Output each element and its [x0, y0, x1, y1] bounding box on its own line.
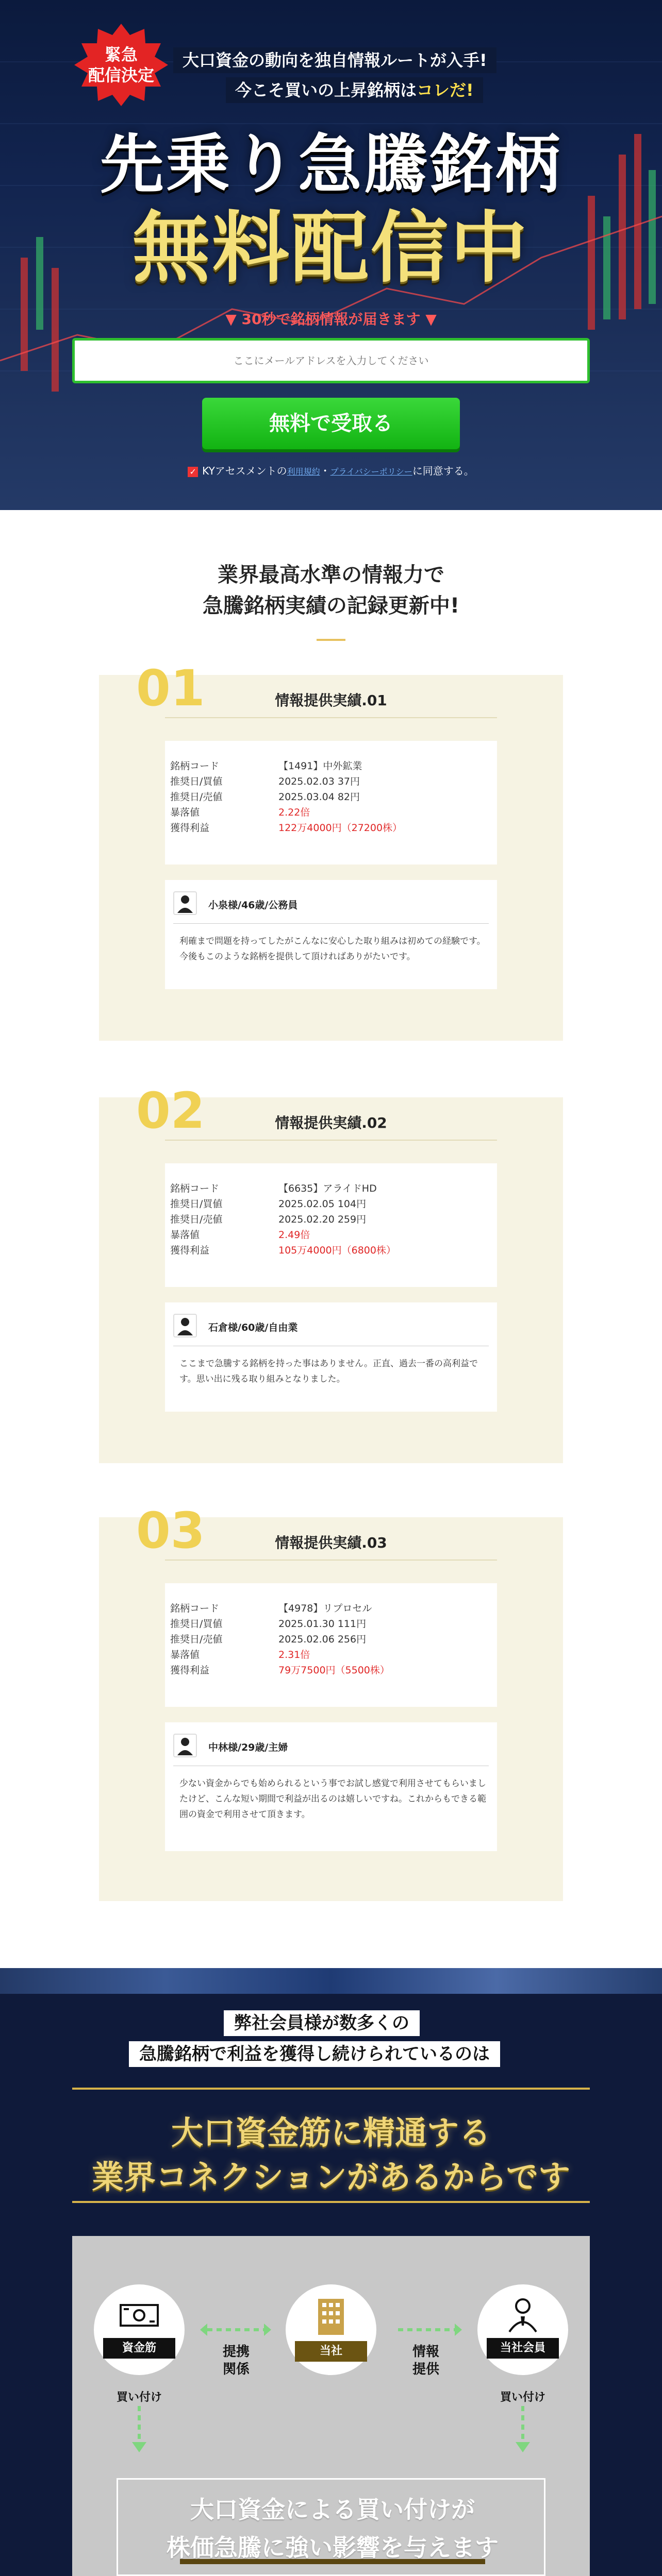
value-profit: 79万7500円（5500株） — [278, 1665, 390, 1676]
node-label-company: 当社 — [295, 2341, 367, 2362]
node-funds — [94, 2284, 185, 2375]
connection-headline-1: 大口資金筋に精通する — [171, 2114, 491, 2151]
row-rise — [165, 1227, 497, 1243]
voice-text: 少ない資金からでも始められるという事でお試し感覚で利用させてもらいましたけど、こんな短い期間で利益が出るのは嬉しいですね。これからもできる範囲の資金で利用させて頂きます。 — [179, 1778, 486, 1820]
email-input[interactable] — [72, 338, 590, 383]
record-divider — [165, 717, 497, 718]
customer-voice — [165, 880, 497, 989]
voice-name: 石倉様/60歳/自由業 — [208, 1322, 298, 1333]
urgent-badge — [72, 24, 170, 106]
connection-section — [0, 1968, 662, 2576]
record-divider — [165, 1560, 497, 1561]
customer-voice — [165, 1302, 497, 1412]
value-rise: 2.31倍 — [278, 1649, 310, 1660]
row-buy — [165, 1616, 497, 1632]
label-sell: 推奨日/売値 — [170, 1634, 223, 1645]
value-buy: 2025.01.30 111円 — [278, 1618, 367, 1630]
record-info-table — [165, 1583, 497, 1707]
label-profit: 獲得利益 — [170, 1665, 210, 1676]
record-card — [99, 1082, 563, 1463]
receive-free-button[interactable]: 無料で受取る — [202, 398, 460, 449]
agree-post-text: に同意する。 — [412, 465, 474, 477]
row-profit — [165, 820, 497, 836]
value-code: 【6635】アライドHD — [278, 1183, 377, 1194]
connection-bar-top — [72, 2088, 590, 2090]
hero-tag-2-text: 今こそ買いの上昇銘柄は — [235, 80, 417, 100]
record-info-table — [165, 741, 497, 865]
row-sell — [165, 1632, 497, 1647]
record-divider — [165, 1140, 497, 1141]
label-rise: 暴落値 — [170, 807, 200, 818]
label-code: 銘柄コード — [170, 1603, 220, 1614]
records-heading-underline — [317, 639, 345, 641]
record-number: 01 — [136, 659, 205, 717]
label-buy: 推奨日/買値 — [170, 776, 223, 787]
avatar-icon — [173, 1734, 197, 1757]
value-sell: 2025.03.04 82円 — [278, 791, 360, 803]
value-buy: 2025.02.03 37円 — [278, 776, 360, 787]
link-info-provision: 情報 提供 — [412, 2344, 439, 2377]
hero-title-free: 無料配信中 — [132, 204, 529, 293]
connection-tag-2: 急騰銘柄で利益を獲得し続けられているのは — [129, 2041, 500, 2067]
row-code — [165, 1181, 497, 1196]
value-sell: 2025.02.06 256円 — [278, 1634, 367, 1645]
value-profit: 122万4000円（27200株） — [278, 822, 403, 834]
label-buy: 推奨日/買値 — [170, 1618, 223, 1630]
building-icon — [313, 2297, 349, 2336]
hero-subtitle: ▼ 30秒で銘柄情報が届きます ▼ — [225, 311, 437, 328]
hero-tag-2-highlight: コレだ! — [417, 80, 474, 100]
avatar-icon — [173, 1314, 197, 1337]
record-title: 情報提供実績.02 — [275, 1114, 387, 1131]
value-sell: 2025.02.20 259円 — [278, 1214, 367, 1225]
row-code — [165, 1601, 497, 1616]
value-rise: 2.49倍 — [278, 1229, 310, 1241]
buy-label-funds: 買い付け — [116, 2391, 162, 2404]
hero-title: 先乗り急騰銘柄 — [100, 128, 562, 202]
row-sell — [165, 1212, 497, 1227]
city-band — [0, 1968, 662, 1994]
connection-headline-2: 業界コネクションがあるからです — [91, 2158, 571, 2196]
node-company — [286, 2284, 376, 2375]
record-card — [99, 1502, 563, 1901]
value-buy: 2025.02.05 104円 — [278, 1198, 367, 1210]
node-members — [477, 2284, 568, 2375]
voice-divider — [173, 923, 489, 924]
result-box — [117, 2478, 545, 2576]
result-line-1: 大口資金による買い付けが — [190, 2496, 475, 2523]
result-line-2: 株価急騰に強い影響を与えます — [167, 2534, 499, 2562]
record-number: 02 — [136, 1082, 205, 1140]
label-buy: 推奨日/買値 — [170, 1198, 223, 1210]
label-sell: 推奨日/売値 — [170, 1214, 223, 1225]
row-rise — [165, 1647, 497, 1663]
record-number: 03 — [136, 1502, 205, 1560]
value-rise: 2.22倍 — [278, 807, 310, 818]
label-code: 銘柄コード — [170, 760, 220, 772]
terms-link[interactable]: 利用規約 — [287, 467, 320, 477]
value-code: 【1491】中外鉱業 — [278, 760, 362, 772]
label-rise: 暴落値 — [170, 1229, 200, 1241]
avatar-icon — [173, 891, 197, 915]
label-rise: 暴落値 — [170, 1649, 200, 1660]
hero-section — [0, 0, 662, 510]
money-icon — [119, 2301, 160, 2332]
voice-text: 利確まで問題を持ってしたがこんなに安心した取り組みは初めての経験です。今後もこのような銘柄を提供して頂ければありがたいです。 — [179, 936, 486, 962]
row-profit — [165, 1663, 497, 1678]
row-rise — [165, 805, 497, 820]
customer-voice — [165, 1722, 497, 1851]
value-profit: 105万4000円（6800株） — [278, 1245, 396, 1256]
record-title: 情報提供実績.03 — [275, 1534, 387, 1551]
records-heading — [0, 560, 662, 621]
records-heading-line1: 業界最高水準の情報力で — [218, 563, 444, 587]
agree-separator: ・ — [320, 465, 330, 477]
link-partnership: 提携 関係 — [222, 2344, 250, 2377]
agreement-line — [0, 463, 662, 478]
connection-tag-1: 弊社会員様が数多くの — [224, 2010, 420, 2036]
row-buy — [165, 1196, 497, 1212]
hero-tag-1: 大口資金の動向を独自情報ルートが入手! — [173, 47, 496, 73]
record-title: 情報提供実績.01 — [275, 692, 387, 709]
hero-tag-2 — [226, 77, 483, 103]
voice-text: ここまで急騰する銘柄を持った事はありません。正直、過去一番の高利益です。思い出に残る取り組みとなりました。 — [179, 1359, 478, 1384]
row-sell — [165, 789, 497, 805]
label-profit: 獲得利益 — [170, 822, 210, 834]
node-label-funds: 資金筋 — [103, 2338, 175, 2359]
label-profit: 獲得利益 — [170, 1245, 210, 1256]
row-profit — [165, 1243, 497, 1258]
row-code — [165, 758, 497, 774]
records-heading-line2: 急騰銘柄実績の記録更新中! — [202, 594, 460, 618]
privacy-policy-link[interactable]: プライバシーポリシー — [330, 467, 412, 477]
agree-pre-text: KYアセスメントの — [202, 465, 287, 477]
person-icon — [507, 2297, 538, 2333]
voice-name: 中林様/29歳/主婦 — [208, 1742, 288, 1753]
value-code: 【4978】リプロセル — [278, 1603, 372, 1614]
connection-bar-bottom — [72, 2201, 590, 2203]
record-card — [99, 659, 563, 1041]
row-buy — [165, 774, 497, 789]
label-sell: 推奨日/売値 — [170, 791, 223, 803]
voice-name: 小泉様/46歳/公務員 — [208, 900, 298, 911]
label-code: 銘柄コード — [170, 1183, 220, 1194]
record-info-table — [165, 1163, 497, 1287]
buy-label-members: 買い付け — [500, 2391, 545, 2404]
node-label-members: 当社会員 — [487, 2338, 559, 2359]
relationship-diagram — [72, 2236, 590, 2576]
agree-checkbox[interactable]: ✓ — [188, 467, 198, 477]
badge-label: 緊急 配信決定 — [88, 45, 154, 85]
